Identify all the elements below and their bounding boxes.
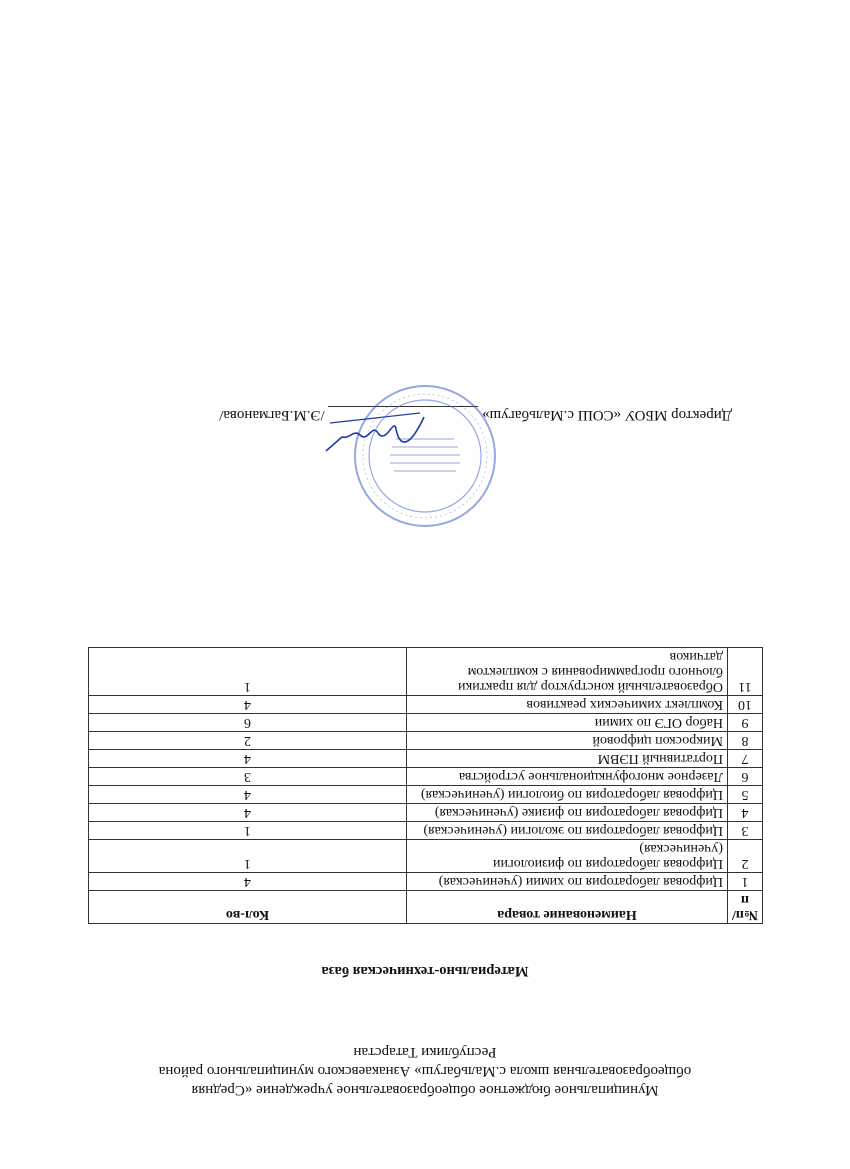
header-line-1: Муниципальное бюджетное общеобразовательное учреждение «Средняя (191, 1082, 659, 1098)
row-number: 1 (727, 873, 762, 891)
table-row (89, 804, 763, 822)
table-row (89, 840, 763, 873)
row-item-name: Цифровая лаборатория по биологии (ученическая) (406, 786, 727, 804)
row-quantity: 4 (89, 804, 407, 822)
column-header-quantity: Кол-во (89, 891, 407, 924)
table-row (89, 714, 763, 732)
column-header-number: №п/п (727, 891, 762, 924)
row-quantity: 1 (89, 648, 407, 696)
table-row (89, 768, 763, 786)
column-header-name: Наименование товара (406, 891, 727, 924)
row-quantity: 6 (89, 714, 407, 732)
row-quantity: 1 (89, 840, 407, 873)
row-number: 7 (727, 750, 762, 768)
row-quantity: 4 (89, 786, 407, 804)
row-item-name: Цифровая лаборатория по физиологии (ученическая) (406, 840, 727, 873)
table-row (89, 873, 763, 891)
table-header-row (89, 891, 763, 924)
handwritten-signature-icon (320, 407, 430, 457)
row-quantity: 2 (89, 732, 407, 750)
director-title: Директор МБОУ «СОШ с.Мальбагуш» (482, 407, 732, 423)
row-number: 9 (727, 714, 762, 732)
table-row (89, 822, 763, 840)
row-item-name: Лазерное многофункциональное устройства (406, 768, 727, 786)
row-number: 2 (727, 840, 762, 873)
row-item-name: Цифровая лаборатория по экологии (ученическая) (406, 822, 727, 840)
row-number: 4 (727, 804, 762, 822)
equipment-table (88, 647, 763, 924)
row-item-name: Микроскоп цифровой (406, 732, 727, 750)
school-header (100, 1042, 750, 1099)
table-row (89, 648, 763, 696)
table-row (89, 696, 763, 714)
row-item-name: Портативный ПЭВМ (406, 750, 727, 768)
row-number: 3 (727, 822, 762, 840)
row-quantity: 4 (89, 873, 407, 891)
row-item-name: Комплект химических реактивов (406, 696, 727, 714)
row-item-name: Цифровая лаборатория по химии (ученическая) (406, 873, 727, 891)
row-quantity: 4 (89, 696, 407, 714)
row-item-name: Цифровая лаборатория по физике (ученическая) (406, 804, 727, 822)
row-quantity: 4 (89, 750, 407, 768)
director-name: /Э.М.Багманова/ (219, 407, 325, 423)
row-number: 11 (727, 648, 762, 696)
row-number: 6 (727, 768, 762, 786)
row-number: 5 (727, 786, 762, 804)
row-item-name: Набор ОГЭ по химии (406, 714, 727, 732)
row-quantity: 3 (89, 768, 407, 786)
table-row (89, 732, 763, 750)
table-row (89, 786, 763, 804)
table-row (89, 750, 763, 768)
document-title: Материально-техническая база (321, 963, 529, 979)
row-number: 8 (727, 732, 762, 750)
row-quantity: 1 (89, 822, 407, 840)
row-item-name: Образовательный конструктор для практики блочного программирования с комплектом датчиков (406, 648, 727, 696)
header-line-3: Республики Татарстан (353, 1044, 497, 1060)
row-number: 10 (727, 696, 762, 714)
header-line-2: общеобразовательная школа с.Мальбагуш» Азнакаевского муниципального района (158, 1063, 692, 1079)
